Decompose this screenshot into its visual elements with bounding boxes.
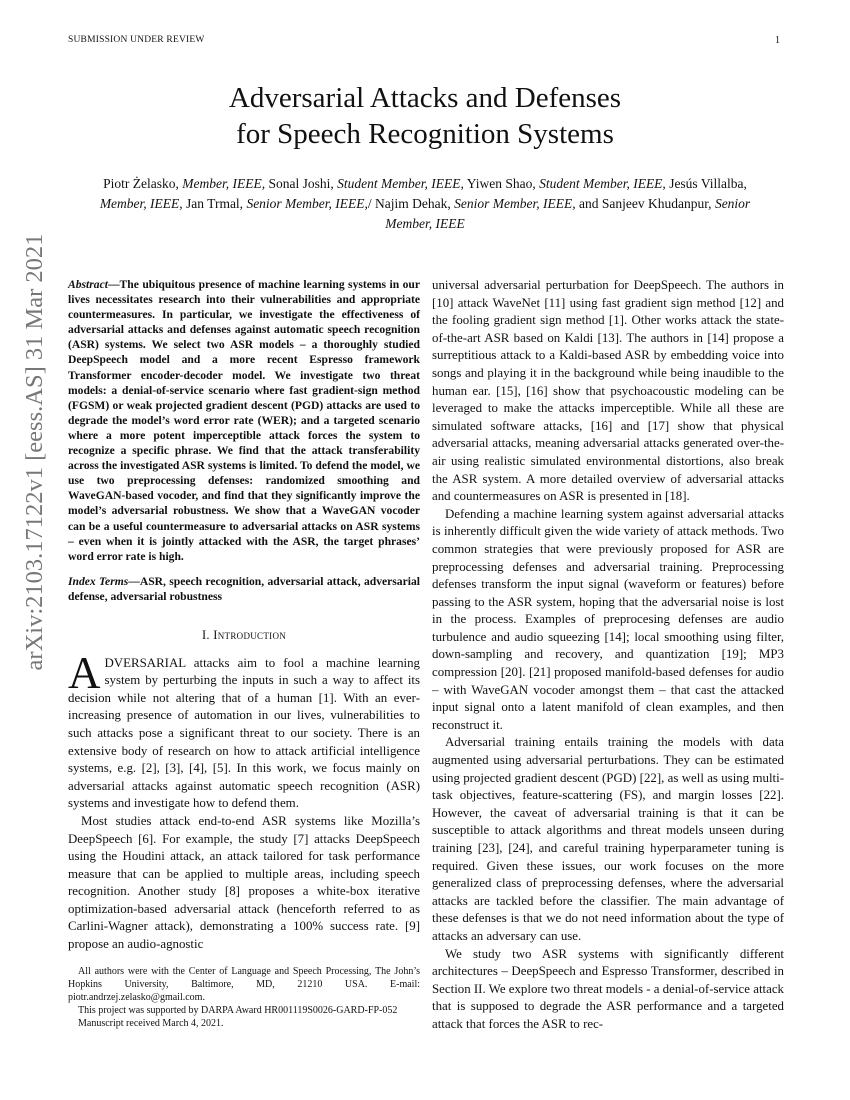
page-number: 1 [775, 35, 780, 46]
arxiv-stamp-text: arXiv:2103.17122v1 [eess.AS] 31 Mar 2021 [21, 233, 48, 671]
author-name: Yiwen Shao, [466, 176, 536, 191]
intro-paragraph-1: ADVERSARIAL attacks aim to fool a machine learning system by perturbing the inputs in such a way to affect its decision while not altering that of a human [1]. With an ever-increasing presence of automation in our lives, vulnerabilities to such attacks pose a significant threat to our society. There is an extensive body of research on how to attack artificial intelligence systems, e.g. [2], [3], [4], [5]. In this work, we focus mainly on adversarial attacks against automatic speech recognition (ASR) systems and investigate how to defend them. [68, 647, 420, 811]
intro-paragraph-5: Adversarial training entails training the models with data augmented using adversarial perturbations. They can be estimated using projected gradient descent (PGD) [22], as well as using multi-task objectives, feature-scattering (FS), and margin losses [22]. However, the caveat of adversarial training is that it can be susceptible to attack algorithms and threat models unseen during training [23], [24], and careful training hyperparameter tuning is required. Given these issues, our work focuses on the more generalized class of preprocessing defenses, where the adversarial attacks are tackled before the classifier. The main advantage of these defenses is that we do not need information about the type of attacks an adversary can use. [432, 735, 784, 943]
footnote-received: Manuscript received March 4, 2021. [78, 1018, 224, 1029]
author-name: and Sanjeev Khudanpur, [579, 196, 712, 211]
author-role: Member, IEEE, [182, 176, 266, 191]
author-role: Senior Member, IEEE, [454, 196, 576, 211]
title-line-1: Adversarial Attacks and Defenses [228, 82, 622, 114]
author-role: Student Member, IEEE, [337, 176, 464, 191]
right-column [432, 277, 784, 1034]
title-line-2: for Speech Recognition Systems [236, 118, 614, 150]
arxiv-stamp [10, 233, 60, 671]
section-number: I. [201, 627, 210, 642]
author-name: Jan Trmal, [186, 196, 244, 211]
running-header: SUBMISSION UNDER REVIEW [68, 35, 205, 45]
author-name: Najim Dehak, [375, 196, 451, 211]
index-terms-text: —ASR, speech recognition, adversarial attack, adversarial defense, adversarial robustness [68, 574, 420, 603]
footnotes [68, 965, 420, 1030]
section-title: Introduction [213, 627, 287, 642]
drop-cap: A [68, 647, 101, 698]
author-name: Piotr Żelasko, [103, 176, 179, 191]
author-role: Senior Member, IEEE, [246, 196, 368, 211]
abstract-text: —The ubiquitous presence of machine learning systems in our lives necessitates research into their vulnerabilities and appropriate countermeasures. In particular, we investigate the effectiveness of adversarial attacks and defenses against automatic speech recognition (ASR) systems. We select two ASR models – a thoroughly studied DeepSpeech model and a more recent Espresso framework Transformer encoder-decoder model. We investigate two threat models: a denial-of-service scenario where fast gradient-sign method (FGSM) or weak projected gradient descent (PGD) attacks are used to degrade the model’s word error rate (WER); and a targeted scenario where a more potent imperceptible attack forces the system to recognize a specific phrase. We find that the attack transferability across the investigated ASR systems is limited. To defend the model, we use two preprocessing defenses: randomized smoothing and WaveGAN-based vocoder, and find that they significantly improve the model’s adversarial robustness. We show that a WaveGAN vocoder can be a useful countermeasure to adversarial attacks on ASR systems – even when it is jointly attacked with the ASR, the target phrases’ word error rate is high. [68, 278, 420, 563]
footnote-affiliation: All authors were with the Center of Language and Speech Processing, The John’s Hopkins University, Baltimore, MD, 21210 USA. E-mail: piotr.andrzej.zelasko@gmail.com. [68, 966, 420, 1003]
intro-paragraph-4: Defending a machine learning system against adversarial attacks is inherently difficult given the wide variety of attack methods. Two common strategies that were previously proposed for ASR are preprocessing defenses and adversarial training. Preprocessing defenses transform the input signal (waveform or features) before passing to the ASR system, hoping that the adversarial noise is lost in the process. Examples of preprocesing defenses are audio turbulence and audio squeezing [14]; local smoothing using filter, down-sampling and recovery, and quantization [19]; MP3 compression [20]. [21] proposed manifold-based defenses for audio – with WaveGAN vocoder amongst them – that cast the attacked input signal onto a latent manifold of clean examples, and then reconstruct it. [432, 506, 784, 732]
author-list: Piotr Żelasko, Member, IEEE, Sonal Joshi, Student Member, IEEE, Yiwen Shao, Student Member, IEEE, Jesús Villalba, Member, IEEE, Jan Trmal, Senior Member, IEEE,/ Najim Dehak, Senior Member, IEEE, and Sanjeev Khudanpur, Senior Member, IEEE [99, 176, 751, 231]
intro-paragraph-6: We study two ASR systems with significantly different architectures – DeepSpeech and Espresso Transformer, described in Section II. We explore two threat models - a denial-of-service attack that is supposed to degrade the ASR performance and a targeted attack that forces the ASR to rec- [432, 946, 784, 1031]
section-heading [68, 627, 420, 645]
author-role: Member, IEEE, [99, 196, 183, 211]
author-role: Student Member, IEEE, [539, 176, 666, 191]
left-column [68, 277, 420, 954]
footnote-funding: This project was supported by DARPA Award HR001119S0026-GARD-FP-052 [78, 1005, 398, 1016]
abstract [68, 277, 420, 564]
author-role: Senior Member, IEEE [385, 196, 751, 231]
index-terms [68, 574, 420, 604]
intro-paragraph-3: universal adversarial perturbation for DeepSpeech. The authors in [10] attack WaveNet [11] using fast gradient sign method [12] and the fooling gradient sign method [1]. Other works attack the state-of-the-art ASR based on Kaldi [13]. The authors in [14] propose a surreptitious attack to a Kaldi-based ASR by embedding voice into songs and playing it in the background while being inaudible to the human ear. [15], [16] show that psychoacoustic modeling can be leveraged to make the attacks imperceptible. While all these are simulated software attacks, [16] and [17] show that physical adversarial attacks, meaning adversarial attacks generated over-the-air using realistic simulated environmental distortions, also break the ASR system. A more detailed overview of adversarial attacks and countermeasures on ASR is presented in [18]. [432, 278, 784, 504]
paper-title [0, 80, 850, 152]
abstract-label: Abstract [68, 278, 108, 291]
intro-paragraph-2: Most studies attack end-to-end ASR systems like Mozilla’s DeepSpeech [6]. For example, the study [7] attacks DeepSpeech using the Houdini attack, an attack tailored for task performance measure that can be applied to multiple areas, including speech recognition. Another study [8] proposes a white-box iterative optimization-based adversarial attack (henceforth referred to as Carlini-Wagner attack), demonstrating a 100% success rate. [9] propose an audio-agnostic [68, 813, 420, 952]
author-name: Sonal Joshi, [268, 176, 334, 191]
author-name: Jesús Villalba, [669, 176, 747, 191]
index-terms-label: Index Terms [68, 574, 129, 588]
